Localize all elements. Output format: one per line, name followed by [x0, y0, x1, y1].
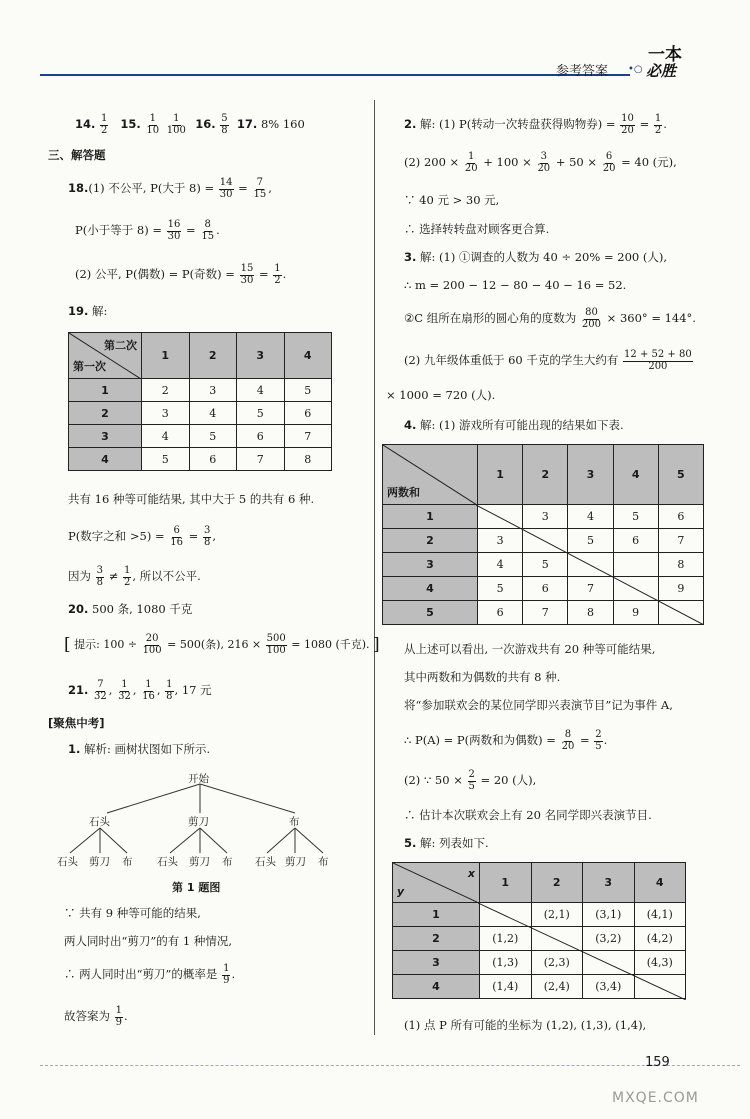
page-number: 159 — [645, 1055, 670, 1070]
table-row: 2 3 4 5 6 — [69, 402, 332, 425]
tree-node: 石头 — [89, 816, 110, 828]
watermark: MXQE.COM — [612, 1090, 699, 1106]
brand-logo — [628, 40, 698, 88]
col-header: 1 — [480, 863, 532, 903]
answers-14-17: 14. $\frac{1}{2}$ 15. $\frac{1}{10}$ $\frac{1}{100}$ 16. $\frac{5}{8}$ 17. 8% 160 — [75, 113, 305, 136]
table-row: 4 (1,4) (2,4) (3,4) — [393, 975, 686, 999]
q1-line2: 两人同时出“剪刀”的有 1 种情况, — [64, 934, 233, 948]
q2-line2: (2) 200 × $\frac{1}{20}$ + 100 × $\frac{3}{20}$ + 50 × $\frac{6}{20}$ = 40 (元), — [404, 151, 677, 174]
tree-leaf: 石头 — [157, 856, 178, 868]
col-header: 5 — [658, 445, 703, 505]
table-corner-cell: 两数和 — [383, 445, 478, 505]
col-header: 1 — [478, 445, 523, 505]
table-row: 1 2 3 4 5 — [69, 379, 332, 402]
q21-answer: 21. $\frac{7}{32}$ , $\frac{1}{32}$ , $\frac{1}{16}$ , $\frac{1}{8}$ , 17 元 — [68, 679, 212, 702]
q3-line3: ②C 组所在扇形的圆心角的度数为 $\frac{80}{200}$ × 360° = 144°. — [404, 307, 696, 330]
q2-line1: 2. 解: (1) P(转动一次转盘获得购物券) = $\frac{10}{20}$ = $\frac{1}{2}$ . — [404, 113, 667, 136]
q1-line4: 故答案为 $\frac{1}{9}$ . — [64, 1005, 128, 1028]
col-header: 2 — [531, 863, 583, 903]
col-header: 4 — [284, 333, 332, 379]
col-header: 4 — [613, 445, 658, 505]
table-row: 1 3 4 5 6 — [383, 505, 704, 529]
q5-line1: 5. 解: 列表如下. — [404, 836, 489, 850]
q3-line1: 3. 解: (1) ①调查的人数为 40 ÷ 20% = 200 (人), — [404, 250, 667, 264]
logo-dots-icon: •○ — [628, 64, 643, 75]
figure-caption: 第 1 题图 — [172, 881, 221, 894]
q4-line1: 4. 解: (1) 游戏所有可能出现的结果如下表. — [404, 418, 624, 432]
tree-leaf: 剪刀 — [285, 856, 306, 868]
tree-leaf: 布 — [222, 856, 233, 868]
column-divider — [374, 100, 375, 1035]
q2-line3: ∵ 40 元 > 30 元, — [404, 193, 500, 207]
q18-line3: (2) 公平, P(偶数) = P(奇数) = $\frac{15}{30}$ = $\frac{1}{2}$ . — [75, 263, 287, 286]
q19-after3: 因为 $\frac{3}{8}$ ≠ $\frac{1}{2}$ , 所以不公平. — [68, 565, 201, 588]
col-header: 2 — [189, 333, 237, 379]
q2-line4: ∴ 选择转转盘对顾客更合算. — [404, 222, 550, 236]
table-row: 3 4 5 8 — [383, 553, 704, 577]
header-title: 参考答案 — [556, 64, 609, 79]
tree-leaf: 剪刀 — [189, 856, 210, 868]
focus-heading: [聚焦中考] — [48, 716, 105, 730]
q5-last-line: (1) 点 P 所有可能的坐标为 (1,2), (1,3), (1,4), — [404, 1018, 647, 1032]
q3-line4: (2) 九年级体重低于 60 千克的学生大约有 $\frac{12 + 52 + 80}{200}$ — [404, 349, 692, 372]
col-header: 3 — [237, 333, 285, 379]
q4-after5: (2) ∵ 50 × $\frac{2}{5}$ = 20 (人), — [404, 769, 537, 792]
section-heading: 三、解答题 — [48, 148, 106, 162]
tree-leaf: 石头 — [57, 856, 78, 868]
q4-after3: 将“参加联欢会的某位同学即兴表演节目”记为事件 A, — [404, 698, 673, 712]
col-header: 2 — [523, 445, 568, 505]
q5-diagonal-line — [478, 903, 686, 1000]
q19-label: 19. 解: — [68, 304, 108, 318]
table-corner-cell: x y — [393, 863, 480, 903]
q20-answer: 20. 500 条, 1080 千克 — [68, 602, 193, 616]
tree-leaf: 布 — [318, 856, 329, 868]
q1-line3: ∴ 两人同时出“剪刀”的概率是 $\frac{1}{9}$ . — [64, 963, 236, 986]
col-header: 1 — [142, 333, 190, 379]
table-row: 3 4 5 6 7 — [69, 425, 332, 448]
logo-text-top: 一本 — [648, 45, 682, 65]
q19-after2: P(数字之和 >5) = $\frac{6}{16}$ = $\frac{3}{8}$ , — [68, 525, 216, 548]
table-row: 4 5 6 7 8 — [69, 448, 332, 471]
footer-rule — [40, 1065, 740, 1066]
q18-line2: P(小于等于 8) = $\frac{16}{30}$ = $\frac{8}{15}$ . — [75, 219, 220, 242]
table-row: 2 (1,2) (3,2) (4,2) — [393, 927, 686, 951]
q3-line2: ∴ m = 200 − 12 − 80 − 40 − 16 = 52. — [404, 278, 627, 292]
tree-leaf: 石头 — [255, 856, 276, 868]
q19-sum-table — [68, 332, 332, 471]
tree-leaf: 布 — [122, 856, 133, 868]
q1-intro: 1. 解析: 画树状图如下所示. — [68, 742, 211, 756]
table-corner-cell: 第二次 第一次 — [69, 333, 142, 379]
table-row: 3 (1,3) (2,3) (4,3) — [393, 951, 686, 975]
q19-after1: 共有 16 种等可能结果, 其中大于 5 的共有 6 种. — [68, 492, 315, 506]
table-row: 1 (2,1) (3,1) (4,1) — [393, 903, 686, 927]
table-row: 2 3 5 6 7 — [383, 529, 704, 553]
q4-diagonal-line — [476, 505, 704, 625]
header-rule — [40, 74, 630, 76]
q4-after6: ∴ 估计本次联欢会上有 20 名同学即兴表演节目. — [404, 808, 652, 822]
q18-line1: 18.(1) 不公平, P(大于 8) = $\frac{14}{30}$ = $\frac{7}{15}$ , — [68, 177, 272, 200]
table-row: 4 5 6 7 9 — [383, 577, 704, 601]
tree-node: 剪刀 — [188, 816, 209, 828]
col-header: 4 — [634, 863, 686, 903]
tree-root: 开始 — [188, 773, 209, 785]
tree-leaf: 剪刀 — [89, 856, 110, 868]
corner-diagonal — [393, 863, 479, 903]
q3-line5: × 1000 = 720 (人). — [386, 388, 496, 402]
tree-node: 布 — [289, 816, 300, 828]
logo-text-bottom: 必胜 — [646, 62, 677, 80]
q20-hint: [ 提示: 100 ÷ $\frac{20}{100}$ = 500(条), 216 × $\frac{500}{100}$ = 1080 (千克). ] — [64, 633, 380, 656]
q1-line1: ∵ 共有 9 种等可能的结果, — [64, 906, 201, 920]
q4-after4: ∴ P(A) = P(两数和为偶数) = $\frac{8}{20}$ = $\frac{2}{5}$ . — [404, 729, 608, 752]
col-header: 3 — [568, 445, 613, 505]
col-header: 3 — [583, 863, 635, 903]
table-row: 5 6 7 8 9 — [383, 601, 704, 625]
q4-after2: 其中两数和为偶数的共有 8 种. — [404, 670, 561, 684]
q4-after1: 从上述可以看出, 一次游戏共有 20 种等可能结果, — [404, 642, 656, 656]
